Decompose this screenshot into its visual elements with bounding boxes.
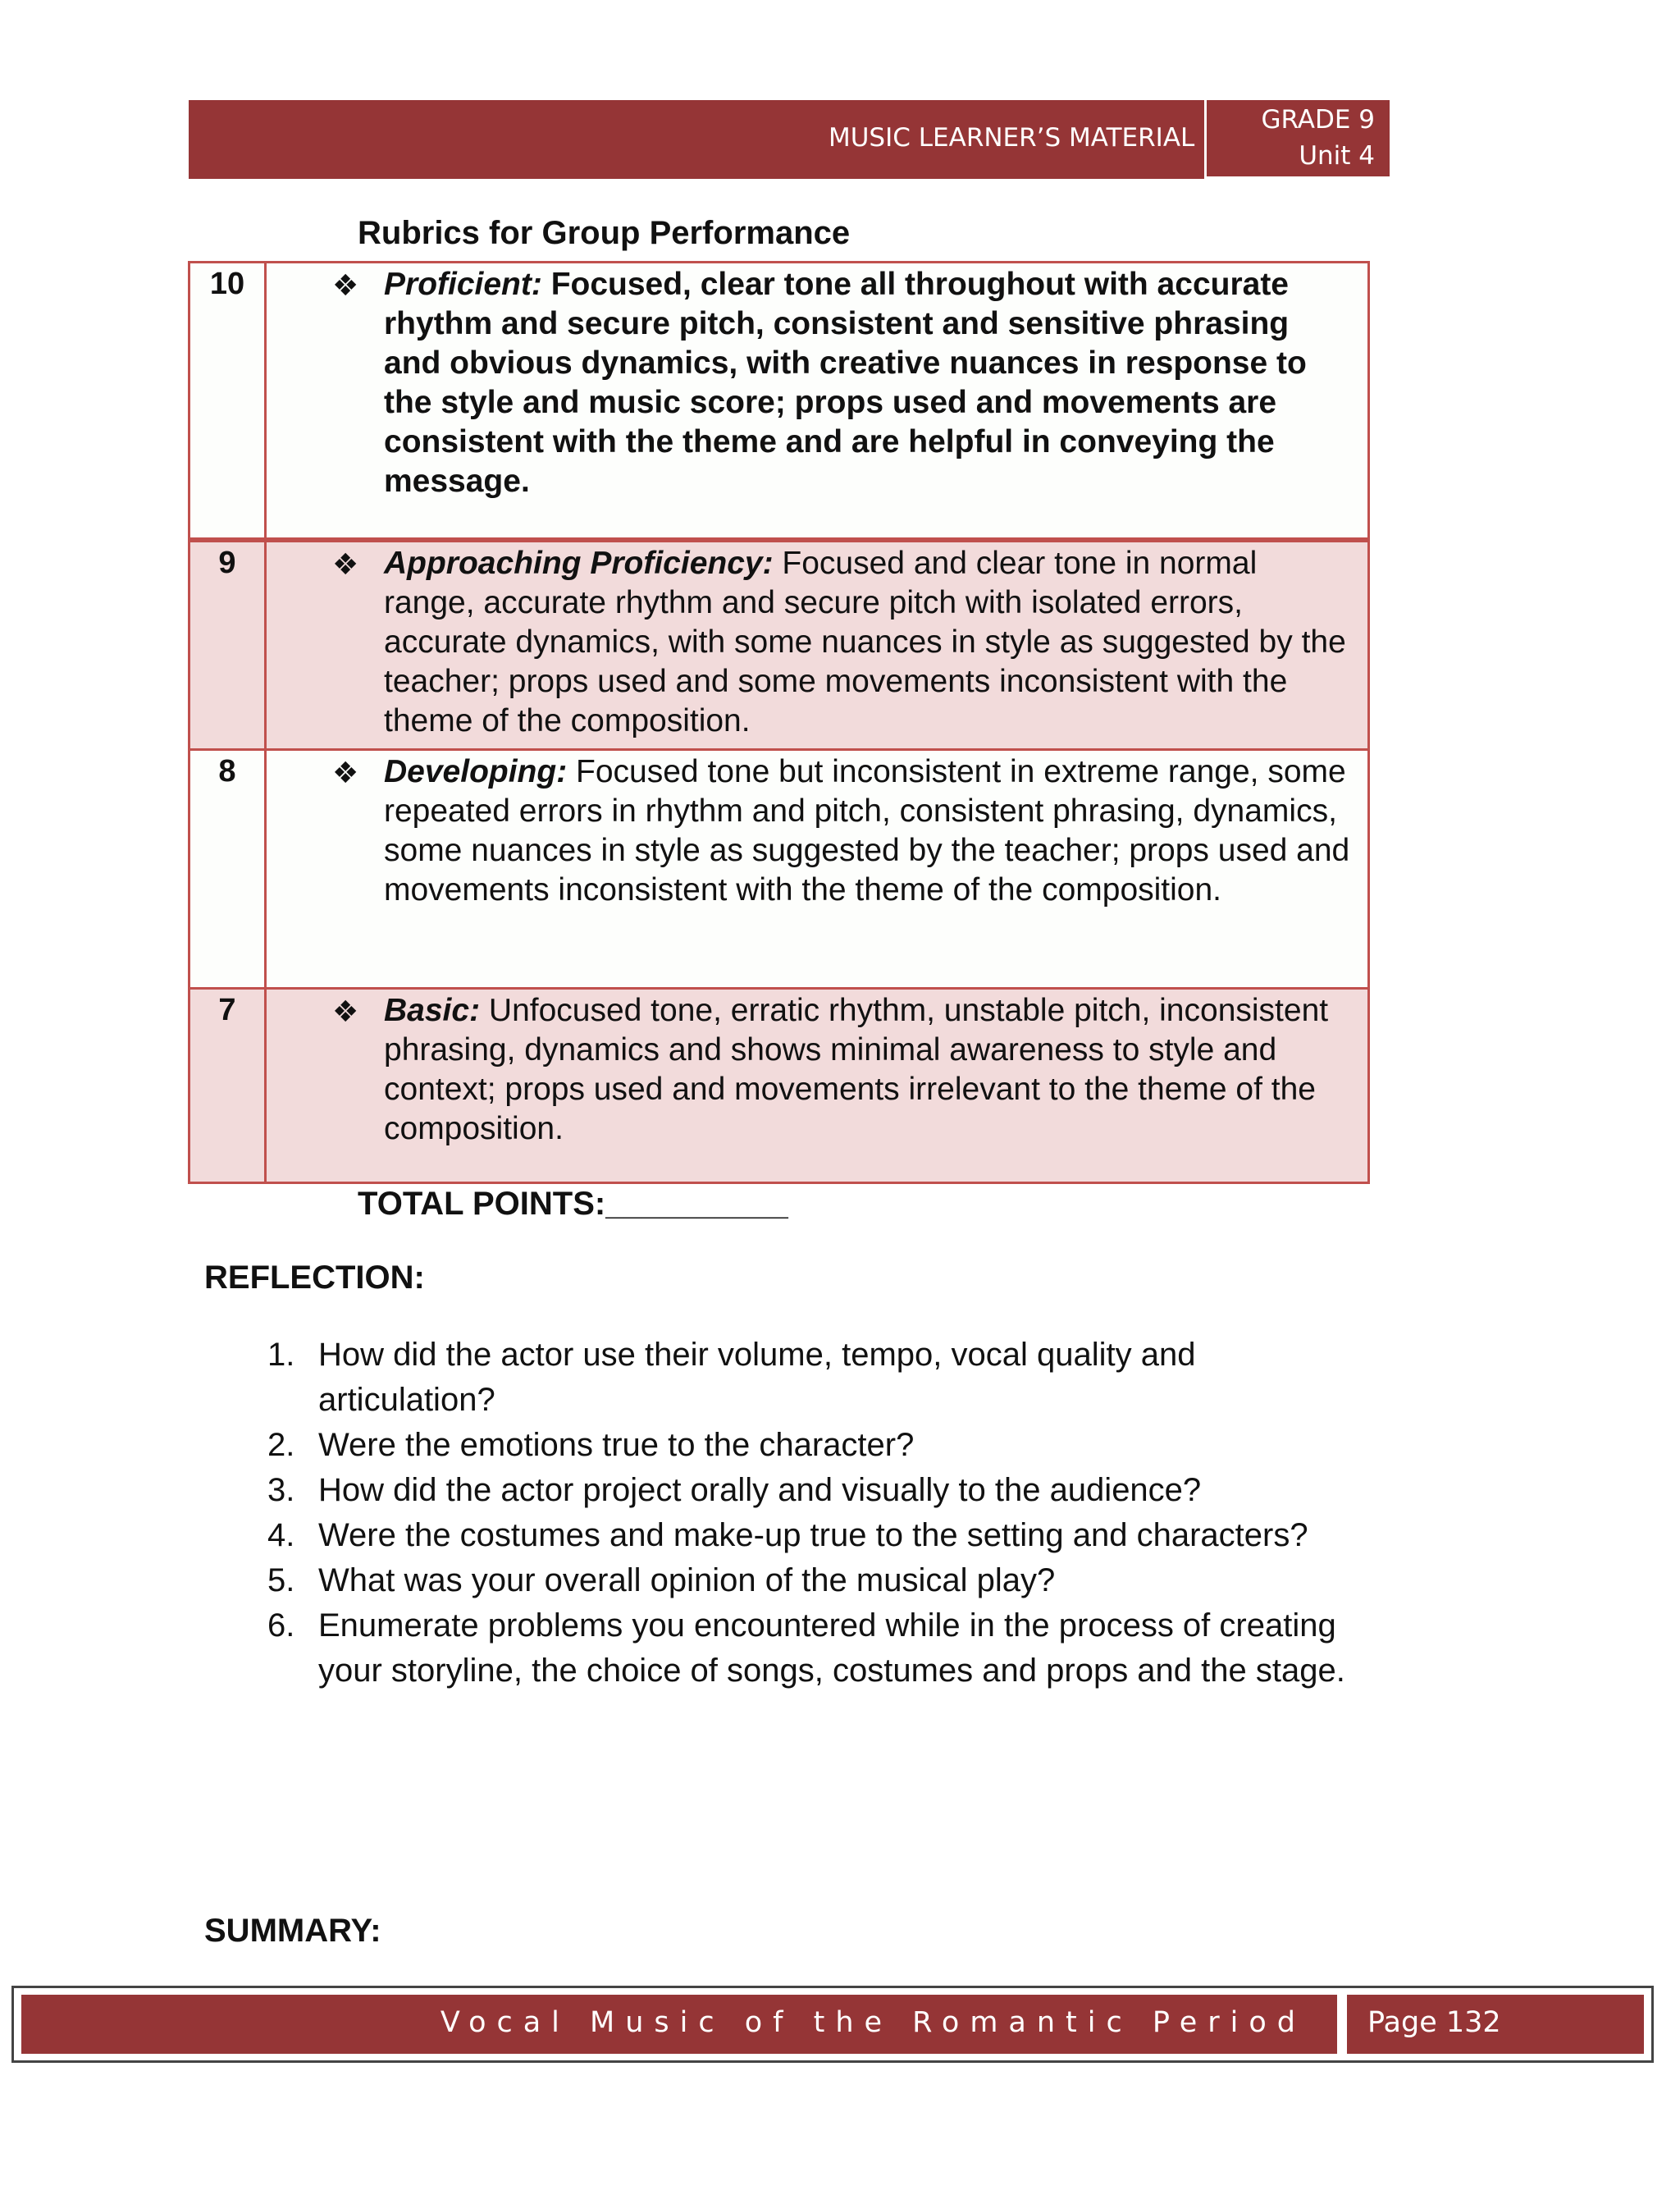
level-description: Unfocused tone, erratic rhythm, unstable pitch, inconsistent phrasing, dynamics and shows minimal awareness to style and context; props used and movements irrelevant to the theme of the composition. bbox=[384, 993, 1329, 1146]
item-text: How did the actor use their volume, tempo, vocal quality and articulation? bbox=[318, 1337, 1196, 1418]
list-item bbox=[262, 1423, 1378, 1468]
item-text: Were the costumes and make-up true to the setting and characters? bbox=[318, 1517, 1308, 1553]
level-name: Developing: bbox=[384, 754, 568, 789]
description-text bbox=[384, 990, 1353, 1149]
reflection-list bbox=[262, 1333, 1378, 1694]
total-points: TOTAL POINTS:__________ bbox=[358, 1186, 788, 1222]
description-cell bbox=[266, 750, 1369, 989]
score-cell: 7 bbox=[189, 989, 266, 1183]
bullet-icon: ❖ bbox=[332, 757, 359, 790]
item-text: Were the emotions true to the character? bbox=[318, 1427, 915, 1463]
level-description: Focused tone but inconsistent in extreme range, some repeated errors in rhythm and pitch, consistent phrasing, dynamics, some nuances in style as suggested by the teacher; props used and movements inconsistent with the theme of the composition. bbox=[384, 754, 1350, 908]
summary-title: SUMMARY: bbox=[204, 1913, 381, 1949]
list-item bbox=[262, 1603, 1378, 1694]
level-name: Approaching Proficiency: bbox=[384, 545, 774, 581]
description-text bbox=[384, 263, 1353, 501]
header-band bbox=[189, 100, 1390, 179]
rubric-row-proficient bbox=[189, 263, 1369, 540]
bullet-icon: ❖ bbox=[332, 547, 359, 582]
level-name: Proficient: bbox=[384, 267, 542, 302]
score-cell: 10 bbox=[189, 263, 266, 540]
header-title: MUSIC LEARNER’S MATERIAL bbox=[829, 123, 1195, 153]
description-text bbox=[384, 542, 1353, 741]
score-cell: 8 bbox=[189, 750, 266, 989]
description-cell bbox=[266, 263, 1369, 540]
rubric-row-developing bbox=[189, 750, 1369, 989]
list-item bbox=[262, 1513, 1378, 1558]
rubric-row-approaching bbox=[189, 540, 1369, 750]
header-grade: GRADE 9 bbox=[1261, 105, 1375, 135]
item-number: 4. bbox=[267, 1517, 295, 1553]
list-item bbox=[262, 1558, 1378, 1603]
list-item bbox=[262, 1333, 1378, 1423]
item-number: 5. bbox=[267, 1562, 295, 1598]
footer-title: Vocal Music of the Romantic Period bbox=[440, 2006, 1306, 2039]
header-unit: Unit 4 bbox=[1299, 141, 1375, 171]
item-text: Enumerate problems you encountered while in the process of creating your storyline, the choice of songs, costumes and props and the stage. bbox=[318, 1607, 1345, 1689]
grade-box bbox=[1204, 100, 1390, 179]
item-number: 2. bbox=[267, 1427, 295, 1463]
bullet-icon: ❖ bbox=[332, 995, 359, 1029]
description-cell bbox=[266, 540, 1369, 750]
reflection-title: REFLECTION: bbox=[204, 1260, 425, 1296]
item-text: How did the actor project orally and visually to the audience? bbox=[318, 1472, 1202, 1508]
page-number: Page 132 bbox=[1367, 2006, 1501, 2039]
level-name: Basic: bbox=[384, 993, 481, 1028]
score-cell: 9 bbox=[189, 540, 266, 750]
level-description: Focused and clear tone in normal range, accurate rhythm and secure pitch with isolated errors, accurate dynamics, with some nuances in style as suggested by the teacher; props used and some movements inconsistent with the theme of the composition. bbox=[384, 545, 1346, 738]
level-description: Focused, clear tone all throughout with accurate rhythm and secure pitch, consistent and sensitive phrasing and obvious dynamics, with creative nuances in response to the style and music score; props used and movements are consistent with the theme and are helpful in conveying the message. bbox=[384, 267, 1307, 499]
list-item bbox=[262, 1468, 1378, 1513]
bullet-icon: ❖ bbox=[332, 269, 359, 303]
description-cell bbox=[266, 989, 1369, 1183]
item-number: 1. bbox=[267, 1337, 295, 1373]
description-text bbox=[384, 751, 1353, 910]
item-number: 3. bbox=[267, 1472, 295, 1508]
item-text: What was your overall opinion of the musical play? bbox=[318, 1562, 1056, 1598]
footer-band bbox=[21, 1995, 1337, 2054]
rubric-row-basic bbox=[189, 989, 1369, 1183]
rubrics-title: Rubrics for Group Performance bbox=[358, 215, 851, 251]
rubric-table bbox=[188, 261, 1370, 1184]
footer-page-box bbox=[1347, 1995, 1644, 2054]
item-number: 6. bbox=[267, 1607, 295, 1644]
